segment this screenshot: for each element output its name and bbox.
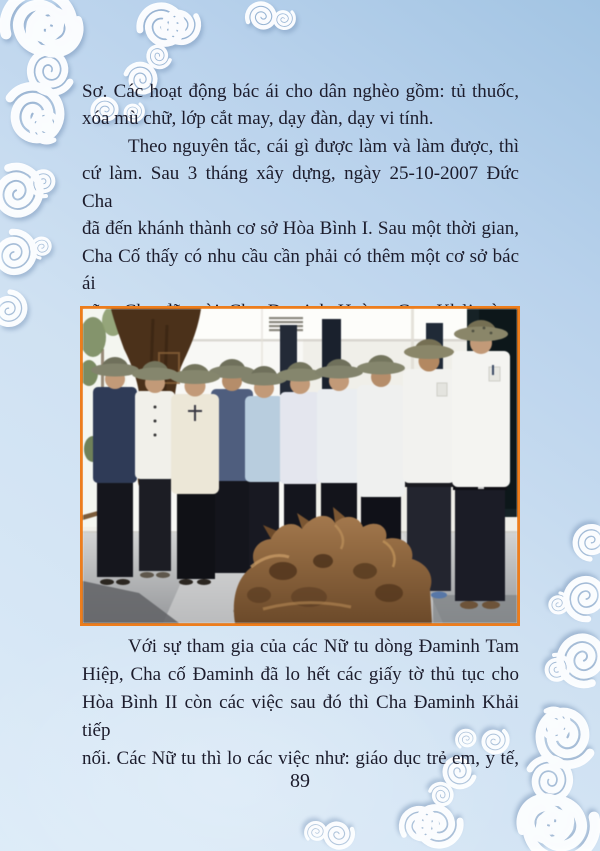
text-line: Theo nguyên tắc, cái gì được làm và làm được, thì xyxy=(128,135,519,157)
person xyxy=(170,364,220,585)
group-photo xyxy=(80,306,520,626)
text-line: Với sự tham gia của các Nữ tu dòng Đaminh Tam xyxy=(128,636,519,657)
text-line: Cha Cố thấy có nhu cầu cần phải có thêm một cơ sở bác ái xyxy=(82,245,519,295)
person xyxy=(91,357,139,585)
text-line: Hiệp, Cha cố Đaminh đã lo hết các giấy tờ thủ tục cho xyxy=(82,664,519,685)
page-number: 89 xyxy=(290,770,310,792)
text-line: xóa mù chữ, lớp cắt may, dạy đàn, dạy vi tính. xyxy=(82,108,434,130)
text-line: đã đến khánh thành cơ sở Hòa Bình I. Sau một thời gian, xyxy=(82,218,519,240)
text-line: Hòa Bình II còn các việc sau đó thì Cha Đaminh Khải tiếp xyxy=(82,692,519,741)
group-photo-scene xyxy=(83,309,517,623)
person xyxy=(452,320,510,609)
text-line: nối. Các Nữ tu thì lo các việc như: giáo dục trẻ em, y tế, xyxy=(82,748,519,769)
text-line: Sơ. Các hoạt động bác ái cho dân nghèo gồm: tủ thuốc, xyxy=(82,81,519,102)
text-line: cứ làm. Sau 3 tháng xây dựng, ngày 25-10-2007 Đức Cha xyxy=(82,163,519,212)
body-text-bottom xyxy=(82,633,519,773)
